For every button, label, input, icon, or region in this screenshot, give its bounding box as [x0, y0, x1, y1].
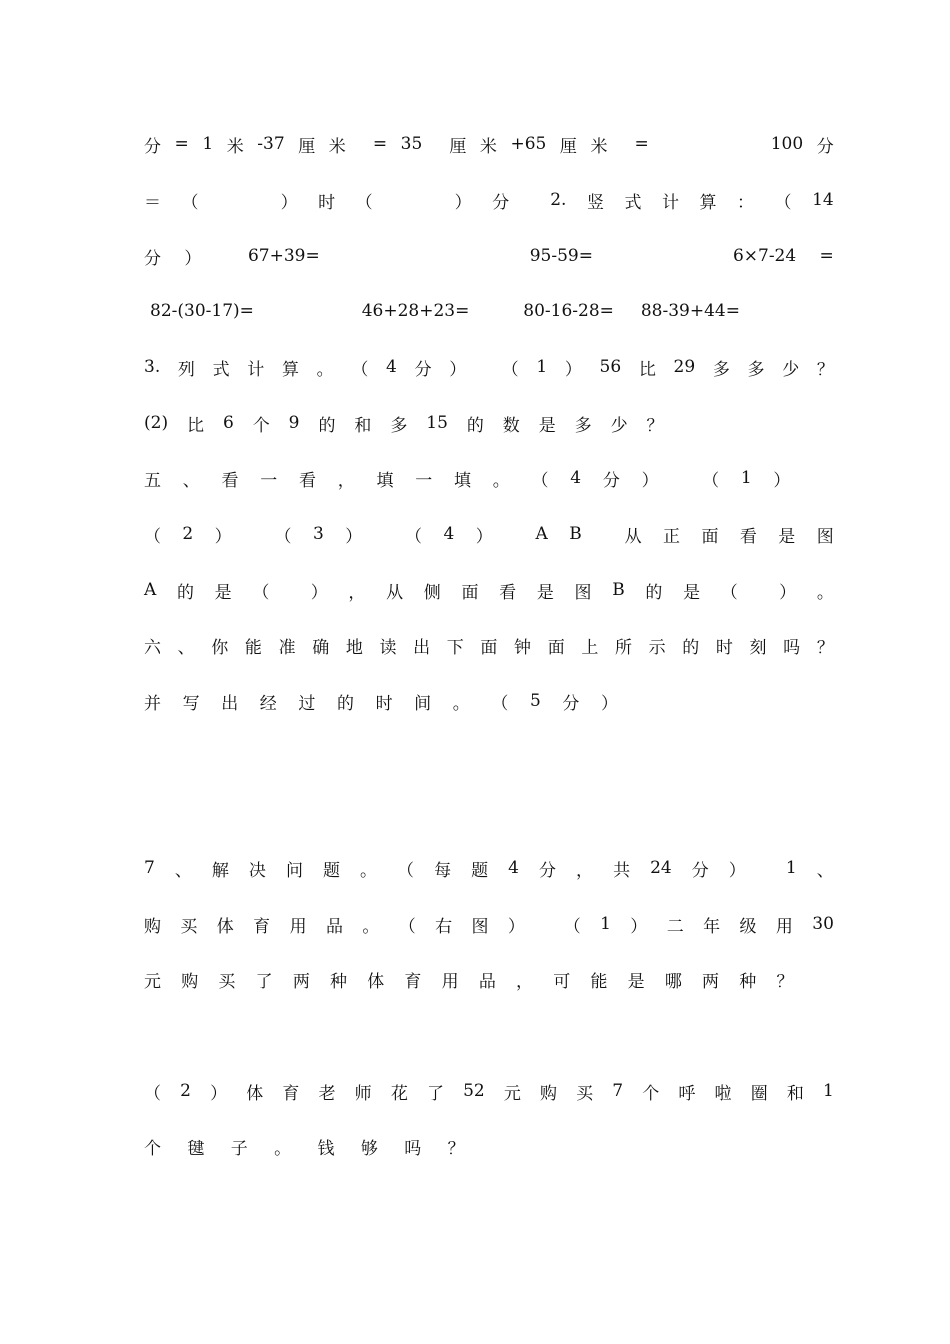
text-token: 共 [613, 860, 631, 881]
text-token: 用 [289, 916, 307, 937]
text-token: 面 [480, 637, 498, 658]
text-token: 24 [650, 858, 672, 878]
text-token: 买 [180, 916, 198, 937]
text-token: 花 [390, 1083, 408, 1104]
text-token: 决 [248, 860, 266, 881]
text-token: 、 [174, 860, 192, 881]
text-token: 题 [322, 860, 340, 881]
text-token: ） [280, 192, 298, 213]
text-token: 。 [816, 582, 834, 603]
text-token: 列 [177, 359, 195, 380]
text-token: （ [398, 916, 416, 937]
text-token: 米 [226, 136, 244, 157]
text-token: 米 [479, 136, 497, 157]
text-token: 、 [177, 637, 195, 658]
text-token: （ [774, 192, 792, 213]
text-token: （ [501, 359, 519, 380]
text-token: ？ [646, 415, 664, 436]
text-token: 。 [452, 693, 470, 714]
text-line-12 [144, 856, 834, 880]
text-token: 一 [415, 470, 433, 491]
text-token: ？ [816, 359, 834, 380]
text-token: 分 [562, 693, 580, 714]
text-token: ， [516, 971, 534, 992]
text-token: ） [641, 470, 659, 491]
text-token: 用 [441, 971, 459, 992]
text-token: 厘 [298, 136, 316, 157]
text-token: 分 [602, 470, 620, 491]
text-token: 3 [312, 524, 324, 544]
text-token: 1 [740, 468, 752, 488]
text-token: 分 [144, 136, 161, 157]
text-token: 吗 [783, 637, 801, 658]
text-token: 的 [466, 415, 484, 436]
text-token: ） [184, 248, 202, 269]
text-token: 比 [187, 415, 205, 436]
text-token: 级 [739, 916, 757, 937]
text-token: （ [252, 582, 270, 603]
text-token: 并 [144, 693, 161, 714]
text-token: 2. [550, 190, 567, 210]
text-token: 年 [703, 916, 721, 937]
text-token: 从 [624, 526, 642, 547]
text-token: 分 [539, 860, 556, 881]
text-token: 问 [285, 860, 303, 881]
text-token: 分 [816, 136, 834, 157]
text-token: 式 [624, 192, 642, 213]
text-token: （ [491, 693, 509, 714]
text-token: （ [405, 526, 423, 547]
text-token: 下 [446, 637, 464, 658]
text-token: 育 [253, 916, 271, 937]
text-token: 分 [144, 248, 161, 269]
text-token: 体 [246, 1083, 264, 1104]
text-token: 可 [553, 971, 571, 992]
text-token: 间 [414, 693, 432, 714]
text-token: 2 [182, 524, 194, 544]
text-token: 的 [318, 415, 336, 436]
text-token: 圈 [750, 1083, 768, 1104]
text-token: ＝ [144, 192, 161, 213]
text-token: 图 [816, 526, 834, 547]
text-token: 体 [216, 916, 234, 937]
text-token: 二 [666, 916, 684, 937]
text-token: 五 [144, 470, 161, 491]
text-token: （ [720, 582, 738, 603]
text-token: ， [337, 470, 355, 491]
text-token: 算 [699, 192, 717, 213]
text-token: 4 [570, 468, 582, 488]
text-token: B [569, 524, 582, 544]
text-line-1 [144, 132, 834, 156]
text-token: ） [779, 582, 797, 603]
text-token: （ [531, 470, 549, 491]
text-token: ） [475, 526, 493, 547]
text-token: 67+39= [247, 246, 320, 266]
text-token: ） [345, 526, 363, 547]
text-token: 。 [362, 916, 380, 937]
text-token: 每 [434, 860, 452, 881]
text-token: 用 [775, 916, 793, 937]
text-token: ） [773, 470, 791, 491]
text-token: 米 [328, 136, 346, 157]
text-token: 图 [471, 916, 489, 937]
text-token: 地 [345, 637, 363, 658]
text-token: 分 [691, 860, 709, 881]
text-token: 两 [702, 971, 720, 992]
text-token: 是 [214, 582, 232, 603]
text-token: 是 [627, 971, 645, 992]
text-token: （ [144, 1083, 161, 1104]
text-token: 购 [144, 916, 161, 937]
text-token: 出 [413, 637, 431, 658]
text-token: 3. [144, 357, 161, 377]
text-token: （ [274, 526, 292, 547]
text-token: （ [351, 359, 369, 380]
text-token: B [612, 580, 625, 600]
text-token: 种 [330, 971, 348, 992]
text-token: 种 [739, 971, 757, 992]
text-token: 少 [782, 359, 800, 380]
text-token: 46+28+23= [361, 301, 470, 321]
text-token: 的 [176, 582, 194, 603]
text-token: 14 [812, 190, 834, 210]
text-token: 啦 [714, 1083, 732, 1104]
text-token: 95-59= [529, 246, 593, 266]
text-token: 了 [255, 971, 273, 992]
text-token: 你 [211, 637, 229, 658]
text-token: 示 [648, 637, 666, 658]
text-token: 个 [252, 415, 270, 436]
text-token: 能 [244, 637, 262, 658]
text-token: 6 [222, 413, 234, 433]
text-token: 1 [600, 914, 611, 934]
text-line-10 [144, 633, 834, 657]
text-token: 4 [386, 357, 397, 377]
text-token: 吗 [404, 1138, 422, 1159]
text-token: 刻 [749, 637, 767, 658]
text-token: 。 [492, 470, 510, 491]
text-token: = [174, 134, 189, 154]
text-line-11 [144, 689, 834, 713]
text-token: 买 [576, 1083, 594, 1104]
text-token: 是 [683, 582, 701, 603]
text-token: 1 [536, 357, 548, 377]
text-token: 的 [645, 582, 663, 603]
text-token: 时 [318, 192, 336, 213]
text-token: 侧 [423, 582, 441, 603]
text-token: ） [214, 526, 232, 547]
text-token: 育 [282, 1083, 300, 1104]
text-token: 4 [508, 858, 519, 878]
text-token: 是 [538, 415, 556, 436]
text-line-15 [144, 1079, 834, 1103]
text-token: 1 [202, 134, 214, 154]
text-line-5 [144, 355, 834, 379]
text-token: 分 [414, 359, 432, 380]
text-token: 100 [770, 134, 804, 154]
text-token: 购 [540, 1083, 558, 1104]
text-token: 从 [386, 582, 404, 603]
text-token: ） [728, 860, 746, 881]
text-token: ？ [447, 1138, 465, 1159]
text-token: 呼 [678, 1083, 696, 1104]
text-token: 子 [230, 1138, 248, 1159]
text-token: 了 [426, 1083, 444, 1104]
text-token: ， [348, 582, 366, 603]
text-token: 所 [614, 637, 632, 658]
text-token: 52 [463, 1081, 485, 1101]
text-token: 买 [218, 971, 236, 992]
text-token: 15 [426, 413, 448, 433]
text-token: 是 [536, 582, 554, 603]
text-token: 多 [390, 415, 408, 436]
text-token: （ [702, 470, 720, 491]
text-token: 、 [816, 860, 834, 881]
text-token: 看 [499, 582, 517, 603]
text-token: 看 [221, 470, 239, 491]
text-token: 88-39+44= [640, 301, 740, 321]
text-token: （ [563, 916, 581, 937]
text-token: （ [355, 192, 373, 213]
text-token: 时 [375, 693, 393, 714]
text-token: 多 [574, 415, 592, 436]
text-token: A [144, 580, 157, 600]
text-token: 读 [379, 637, 397, 658]
text-token: 上 [581, 637, 599, 658]
text-token: 的 [682, 637, 700, 658]
text-token: ： [737, 192, 755, 213]
text-token: 1 [785, 858, 797, 878]
text-token: 时 [715, 637, 733, 658]
text-token: 老 [318, 1083, 336, 1104]
text-token: 80-16-28= [523, 301, 614, 321]
text-token: 29 [673, 357, 696, 377]
text-token: 个 [642, 1083, 660, 1104]
text-token: 体 [367, 971, 385, 992]
text-token: ） [600, 693, 618, 714]
text-token: 82-(30-17)= [150, 301, 254, 321]
text-token: = [819, 246, 834, 266]
text-line-3 [144, 244, 834, 268]
text-token: 和 [354, 415, 372, 436]
text-token: 的 [336, 693, 354, 714]
text-token: ） [507, 916, 525, 937]
text-token: 右 [435, 916, 453, 937]
text-token: 。 [360, 860, 378, 881]
text-line-7 [144, 466, 834, 490]
text-token: 和 [786, 1083, 804, 1104]
text-token: 、 [182, 470, 200, 491]
text-token: 解 [211, 860, 229, 881]
text-token: ） [310, 582, 328, 603]
text-token: ？ [816, 637, 834, 658]
text-token: 30 [812, 914, 834, 934]
text-token: 计 [247, 359, 265, 380]
text-token: ） [630, 916, 648, 937]
text-token: A [535, 524, 548, 544]
text-token: 过 [298, 693, 316, 714]
text-token: ） [210, 1083, 228, 1104]
text-token: 育 [404, 971, 422, 992]
text-token: 钱 [317, 1138, 335, 1159]
text-token: 一 [260, 470, 278, 491]
text-token: 6×7-24 [732, 246, 797, 266]
text-token: 师 [354, 1083, 372, 1104]
text-token: 是 [778, 526, 796, 547]
text-line-2 [144, 188, 834, 212]
text-token: 多 [747, 359, 765, 380]
text-token: 多 [712, 359, 730, 380]
text-token: 图 [574, 582, 592, 603]
text-token: +65 [510, 134, 547, 154]
text-token: 哪 [664, 971, 682, 992]
text-line-4 [150, 299, 740, 323]
text-token: 分 [492, 192, 510, 213]
text-line-16 [144, 1134, 834, 1158]
text-token: 元 [503, 1083, 521, 1104]
text-token: （ [397, 860, 415, 881]
text-token: 56 [599, 357, 622, 377]
text-token: 算 [281, 359, 299, 380]
text-token: 计 [662, 192, 679, 213]
text-token: 少 [610, 415, 628, 436]
text-token: 填 [454, 470, 471, 491]
text-line-13 [144, 912, 834, 936]
text-token: 看 [299, 470, 316, 491]
text-token: （ [181, 192, 199, 213]
text-line-9 [144, 578, 834, 602]
text-token: 能 [590, 971, 608, 992]
text-token: 品 [325, 916, 343, 937]
text-token: 六 [144, 637, 161, 658]
text-token: = [372, 134, 388, 154]
text-token: 填 [376, 470, 394, 491]
text-token: 35 [400, 134, 423, 154]
text-token: 7 [612, 1081, 624, 1101]
text-token: 4 [443, 524, 455, 544]
text-token: 品 [478, 971, 496, 992]
text-token: ？ [776, 971, 794, 992]
text-token: ） [564, 359, 582, 380]
text-token: 两 [292, 971, 310, 992]
text-token: 出 [221, 693, 239, 714]
text-token: ， [576, 860, 594, 881]
text-token: 钟 [514, 637, 532, 658]
text-token: = [634, 134, 649, 154]
text-token: 确 [312, 637, 330, 658]
text-token: （ [144, 526, 161, 547]
text-token: 。 [316, 359, 334, 380]
text-line-6 [144, 411, 834, 435]
text-token: 式 [212, 359, 230, 380]
text-token: 元 [144, 971, 161, 992]
text-token: 2 [180, 1081, 191, 1101]
text-token: 数 [502, 415, 520, 436]
text-token: ） [449, 359, 467, 380]
text-token: 。 [274, 1138, 292, 1159]
text-token: 厘 [449, 136, 467, 157]
text-token: 经 [259, 693, 277, 714]
text-token: 题 [471, 860, 489, 881]
text-token: 正 [663, 526, 681, 547]
text-token: 看 [739, 526, 757, 547]
text-line-8 [144, 522, 834, 546]
text-token: 比 [638, 359, 656, 380]
text-token: 购 [181, 971, 199, 992]
text-token: 准 [278, 637, 296, 658]
text-token: 厘 [559, 136, 577, 157]
text-token: 面 [701, 526, 719, 547]
text-token: 面 [547, 637, 565, 658]
text-token: 5 [529, 691, 541, 711]
text-token: 9 [288, 413, 300, 433]
text-token: (2) [144, 413, 169, 433]
text-token: 面 [461, 582, 479, 603]
text-token: 米 [590, 136, 608, 157]
text-token: ） [454, 192, 472, 213]
text-token: 毽 [187, 1138, 205, 1159]
text-line-14 [144, 967, 834, 991]
text-token: 1 [822, 1081, 834, 1101]
text-token: 够 [360, 1138, 378, 1159]
text-token: -37 [257, 134, 285, 154]
text-token: 个 [144, 1138, 161, 1159]
text-token: 写 [182, 693, 200, 714]
text-token: 7 [144, 858, 155, 878]
text-token: 竖 [586, 192, 604, 213]
